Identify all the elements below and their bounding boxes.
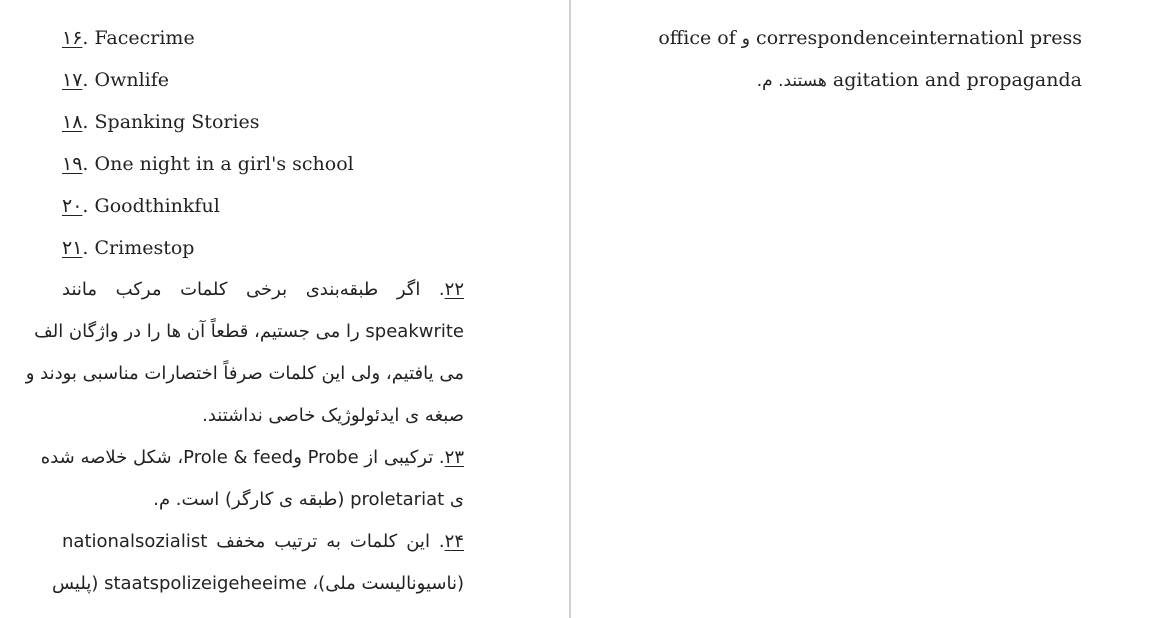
footnote-16: ۱۶. Facecrime xyxy=(62,27,195,49)
word: کلمات xyxy=(180,279,228,300)
right-page xyxy=(571,0,1163,618)
footnote-23-line-2: ی proletariat (طبقه ی کارگر) است. م. xyxy=(153,489,464,510)
footnote-text: Goodthinkful xyxy=(94,195,220,217)
footnote-text: Crimestop xyxy=(94,237,195,259)
word: مرکب xyxy=(115,279,162,300)
footnote-text: Facecrime xyxy=(94,27,195,49)
text-fragment: و xyxy=(741,29,750,49)
footnote-text: Ownlife xyxy=(94,69,170,91)
footnote-19: ۱۹. One night in a girl's school xyxy=(62,153,354,175)
footnote-number: ۱۶ xyxy=(62,27,83,49)
word: مخفف xyxy=(216,531,266,552)
footnote-17: ۱۷. Ownlife xyxy=(62,69,170,91)
footnote-22-line-4: صبغه ی ایدئولوژیک خاصی نداشتند. xyxy=(202,405,464,426)
text-fragment: correspondenceinternationl press xyxy=(756,27,1082,49)
footnote-number: ۱۷ xyxy=(62,69,83,91)
footnote-number: ۱۸ xyxy=(62,111,83,133)
footnote-22-line-2: speakwrite را می جستیم، قطعاً آن ها را در واژگان الف xyxy=(34,321,464,342)
text-fragment: هستند. م. xyxy=(756,71,827,91)
footnote-24-line-2: (ناسیونالیست ملی)، staatspolizeigeheeime (پلیس xyxy=(51,573,464,594)
footnote-24-line-1: ۲۴. این کلمات به ترتیب مخفف nationalsozialist xyxy=(62,521,464,563)
footnote-text: Spanking Stories xyxy=(94,111,260,133)
footnote-22-line-1: ۲۲. اگر طبقه‌بندی برخی کلمات مرکب مانند xyxy=(62,269,464,311)
footnote-22-line-3: می یافتیم، ولی این کلمات صرفاً اختصارات مناسبی بودند و xyxy=(25,363,464,384)
footnote-21: ۲۱. Crimestop xyxy=(62,237,195,259)
right-line-2 xyxy=(757,59,1082,101)
footnote-text: ترکیبی از Probe وProle & feed، شکل خلاصه شده xyxy=(40,447,434,468)
word: مانند xyxy=(62,279,98,300)
left-page xyxy=(0,0,569,618)
word: به xyxy=(326,531,341,552)
footnote-number: ۲۴ xyxy=(444,531,464,552)
word: کلمات xyxy=(349,531,398,552)
word: nationalsozialist xyxy=(62,531,208,552)
footnote-number: ۱۹ xyxy=(62,153,83,175)
word: برخی xyxy=(246,279,288,300)
word: ترتیب xyxy=(274,531,318,552)
footnote-number: ۲۰ xyxy=(62,195,83,217)
footnote-23-line-1: ۲۳. ترکیبی از Probe وProle & feed، شکل خلاصه شده xyxy=(40,447,464,468)
footnote-text: One night in a girl's school xyxy=(94,153,354,175)
footnote-20: ۲۰. Goodthinkful xyxy=(62,195,220,217)
text-fragment: agitation and propaganda xyxy=(832,69,1082,91)
footnote-18: ۱۸. Spanking Stories xyxy=(62,111,260,133)
right-line-1 xyxy=(658,17,1082,59)
footnote-number: ۲۱ xyxy=(62,237,83,259)
word: اگر xyxy=(396,279,421,300)
footnote-number: ۲۲ xyxy=(444,279,464,300)
word: این xyxy=(406,531,430,552)
text-fragment: office of xyxy=(658,27,736,49)
word: طبقه‌بندی xyxy=(305,279,379,300)
footnote-number: ۲۳ xyxy=(444,447,464,468)
